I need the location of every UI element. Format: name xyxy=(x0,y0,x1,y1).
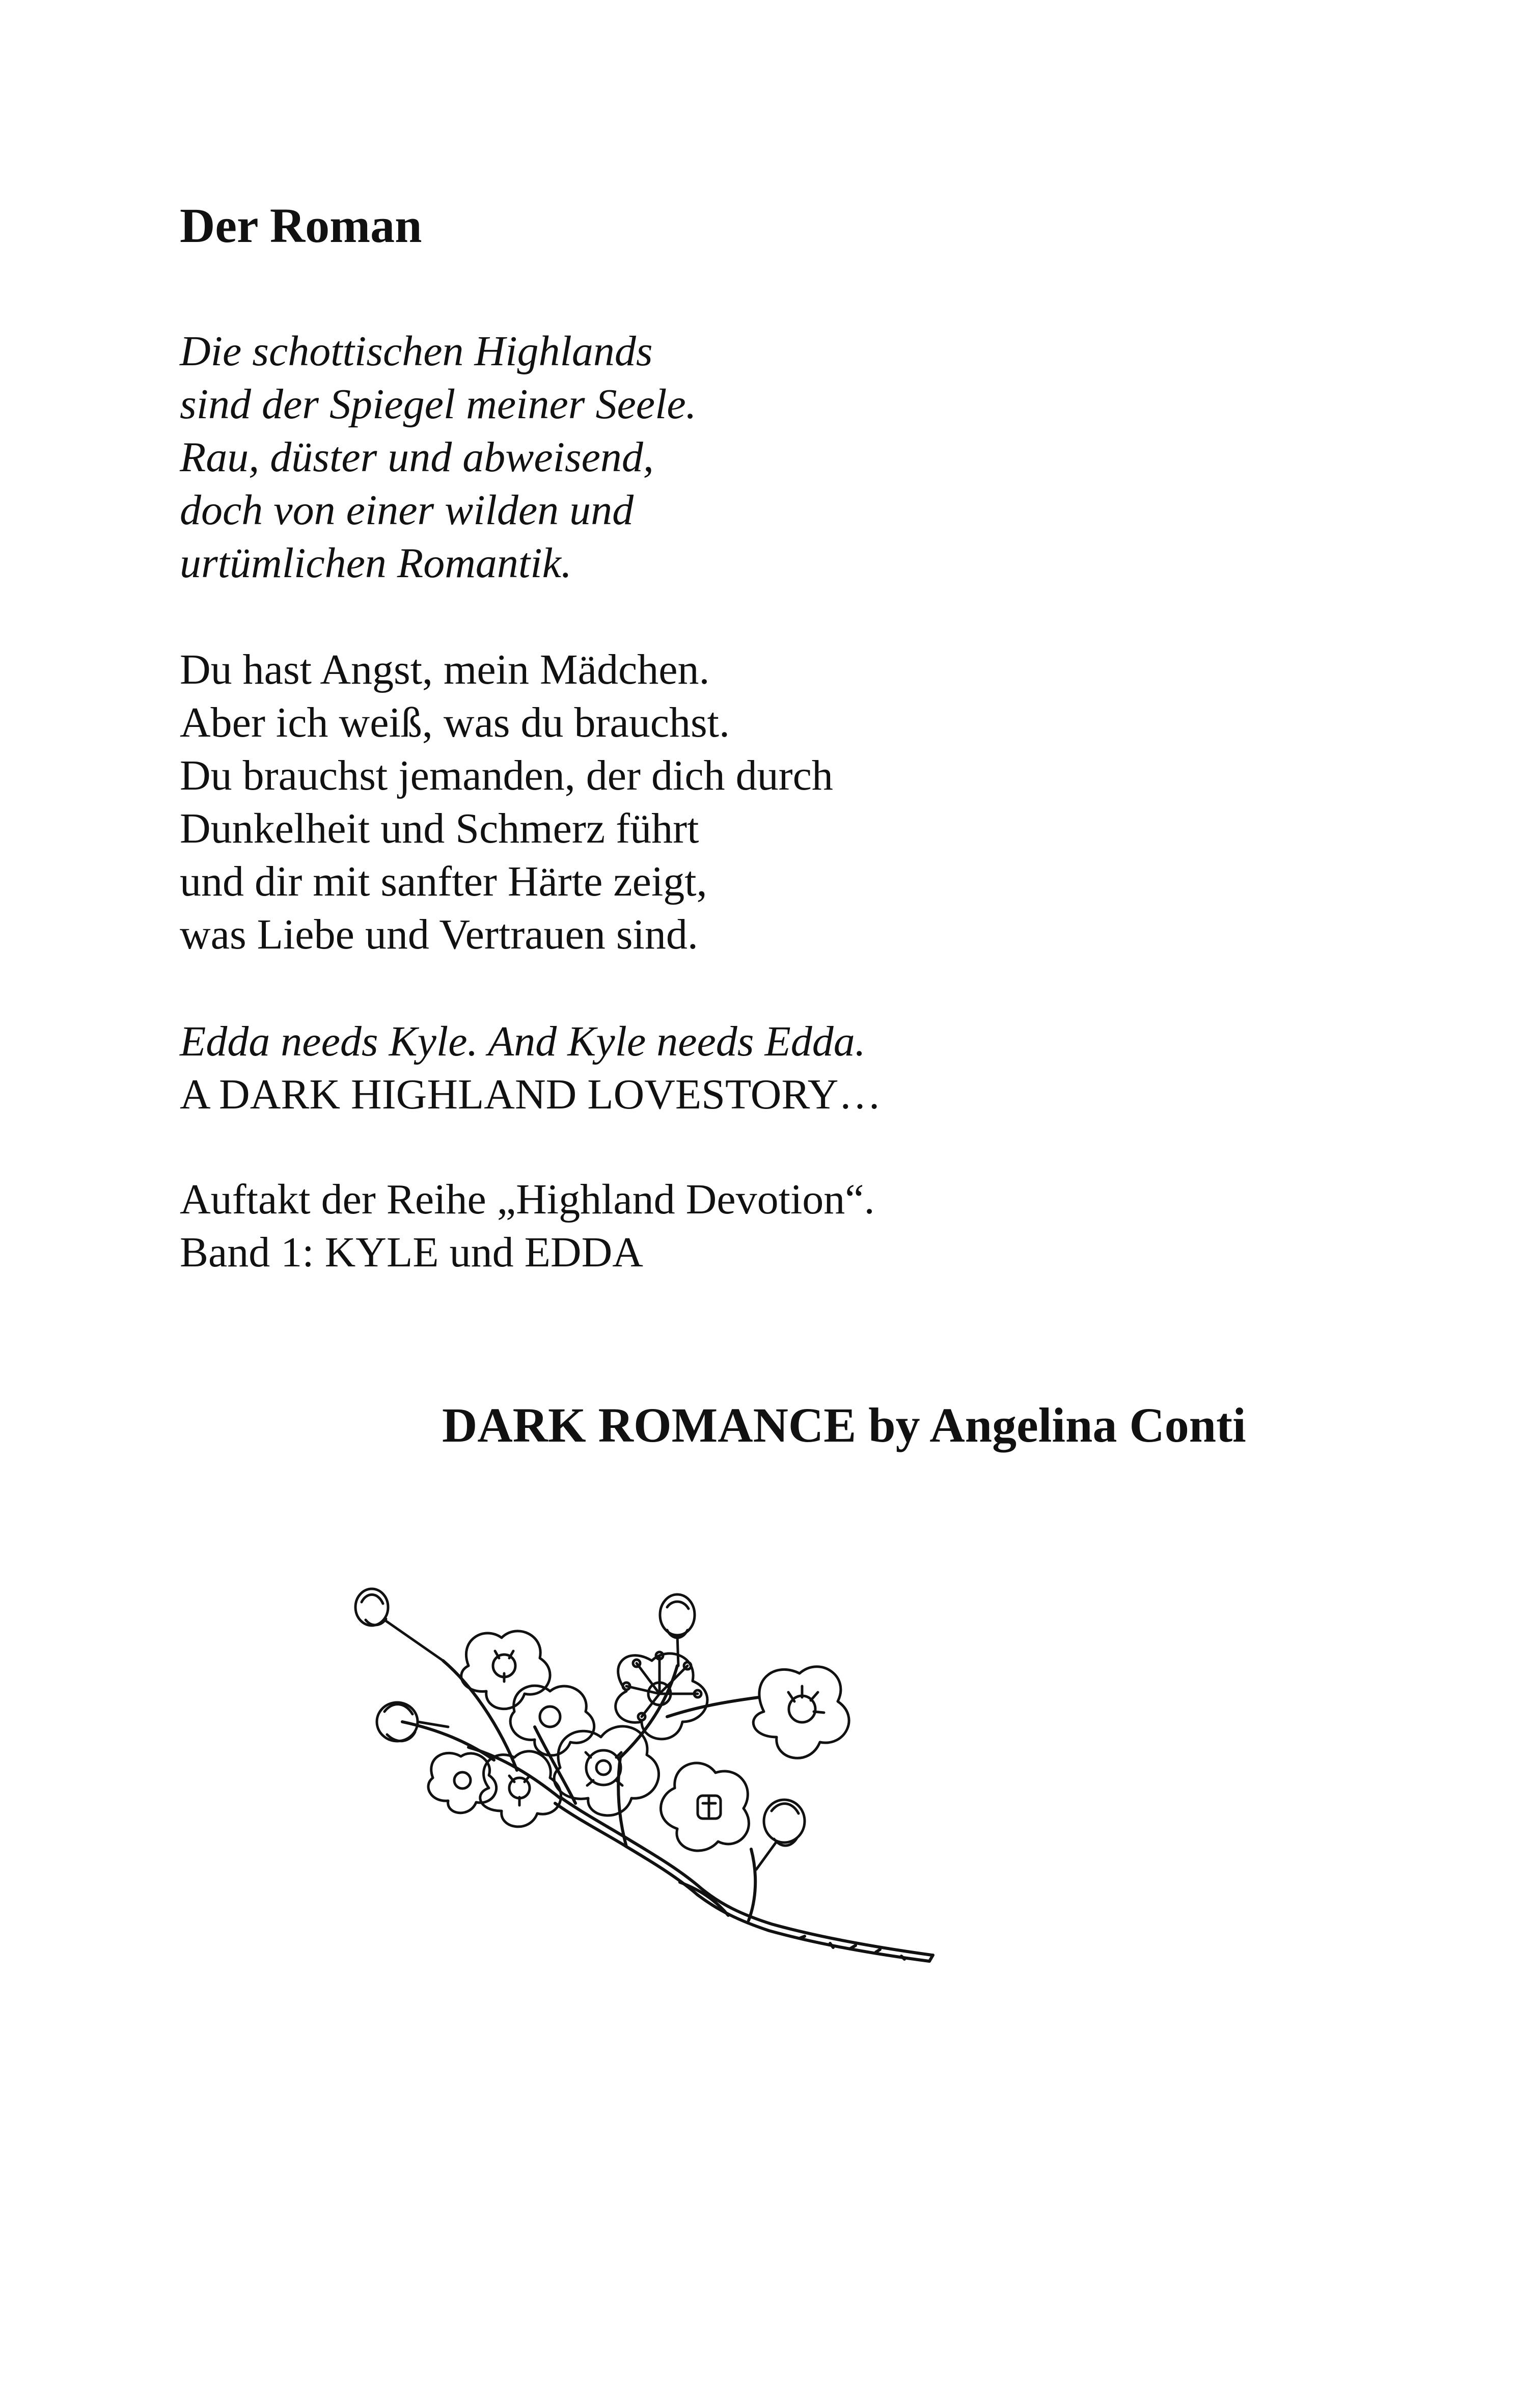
blossom-left-upper xyxy=(461,1631,550,1709)
author-byline: DARK ROMANCE by Angelina Conti xyxy=(442,1398,1246,1452)
verse-line: und dir mit sanfter Härte zeigt, xyxy=(180,858,707,905)
flower-bud xyxy=(756,1800,805,1870)
verse-line: Dunkelheit und Schmerz führt xyxy=(180,805,699,852)
verse-line: Rau, düster und abweisend, xyxy=(180,434,654,481)
tagline-lovestory: A DARK HIGHLAND LOVESTORY… xyxy=(180,1071,882,1118)
verse-line: urtümlichen Romantik. xyxy=(180,539,572,587)
stanza-angst xyxy=(180,643,833,961)
verse-line: Aber ich weiß, was du brauchst. xyxy=(180,699,730,746)
verse-line: Du brauchst jemanden, der dich durch xyxy=(180,752,833,799)
verse-line: Die schottischen Highlands xyxy=(180,328,653,375)
cherry-blossom-illustration xyxy=(341,1564,952,1992)
stanza-highlands xyxy=(180,325,697,590)
tagline-italic: Edda needs Kyle. And Kyle needs Edda. xyxy=(180,1018,866,1065)
blossom-right xyxy=(753,1667,849,1758)
page-heading: Der Roman xyxy=(180,198,422,253)
verse-line: doch von einer wilden und xyxy=(180,486,634,534)
flower-bud xyxy=(377,1702,448,1741)
verse-line: was Liebe und Vertrauen sind. xyxy=(180,911,698,958)
volume-line: Band 1: KYLE und EDDA xyxy=(180,1229,643,1276)
blossom-center xyxy=(661,1763,749,1851)
verse-line: Du hast Angst, mein Mädchen. xyxy=(180,646,710,693)
branch xyxy=(402,1661,933,1961)
verse-line: sind der Spiegel meiner Seele. xyxy=(180,381,697,428)
stanza-series-info xyxy=(180,1173,875,1279)
stanza-tagline xyxy=(180,1015,881,1121)
series-line: Auftakt der Reihe „Highland Devotion“. xyxy=(180,1176,875,1223)
flower-bud xyxy=(355,1589,443,1661)
